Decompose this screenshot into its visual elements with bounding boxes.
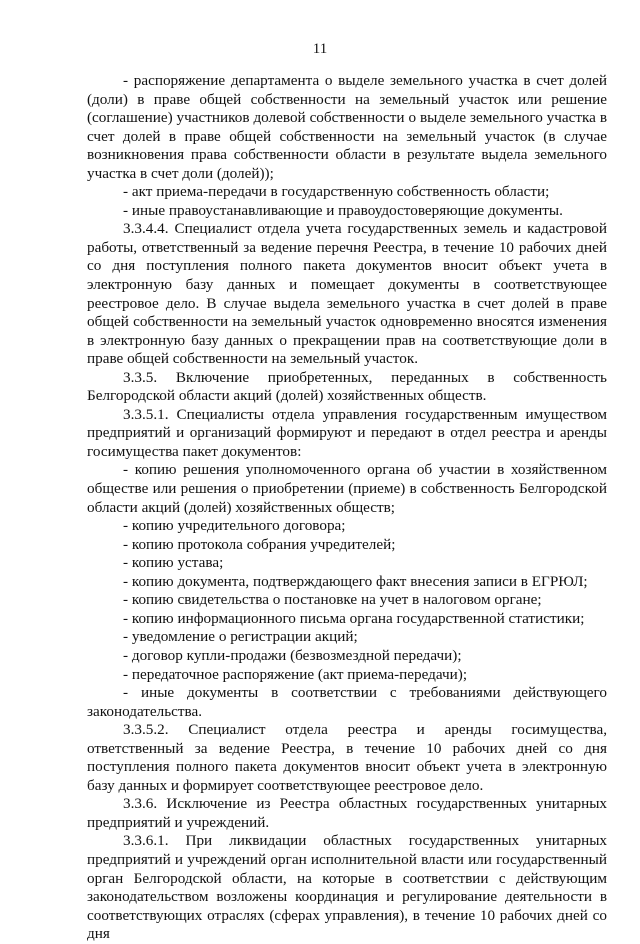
list-item-founding-agreement: - копию учредительного договора; xyxy=(123,517,346,535)
paragraph-3-3-4-4: 3.3.4.4. Специалист отдела учета государственных земель и кадастровой работы, ответственный за ведение перечня Реестра, в течение 10 рабочих дней со дня поступления полного пакета документов вносит объект учета в электронную базу данных и помещает документы в соответствующее реестровое дело. В случае выдела земельного участка в счет долей в праве общей собственности на земельный участок одновременно вносятся изменения в электронную базу данных о прекращении прав на соответствующие доли в праве общей собственности на земельный участок. xyxy=(87,220,607,368)
list-item-statistics-letter: - копию информационного письма органа государственной статистики; xyxy=(123,609,585,627)
page-number: 11 xyxy=(312,41,328,57)
list-item-sale-contract: - договор купли-продажи (безвозмездной передачи); xyxy=(123,646,462,664)
list-item-transfer-order: - передаточное распоряжение (акт приема-передачи); xyxy=(123,665,468,683)
paragraph-other-documents: - иные правоустанавливающие и правоудостоверяющие документы. xyxy=(123,201,563,219)
list-item-tax-certificate: - копию свидетельства о постановке на учет в налоговом органе; xyxy=(123,591,542,609)
paragraph-transfer-act: - акт приема-передачи в государственную собственность области; xyxy=(123,183,550,201)
list-item-founders-meeting: - копию протокола собрания учредителей; xyxy=(123,535,396,553)
paragraph-3-3-5-2: 3.3.5.2. Специалист отдела реестра и аренды госимущества, ответственный за ведение Реестра, в течение 10 рабочих дней со дня поступления полного пакета документов вносит объект учета в электронную базу данных и формирует соответствующее реестровое дело. xyxy=(87,721,607,794)
list-item-other-documents: - иные документы в соответствии с требованиями действующего законодательства. xyxy=(87,684,607,720)
document-body xyxy=(87,72,607,944)
paragraph-3-3-6-1: 3.3.6.1. При ликвидации областных государственных унитарных предприятий и учреждений орган исполнительной власти или государственный орган Белгородской области, на которые в соответствии с действующим законодательством возложены координация и регулирование деятельности в соответствующих отраслях (сферах управления), в течение 10 рабочих дней со дня xyxy=(87,832,607,943)
list-item-charter-copy: - копию устава; xyxy=(123,554,224,572)
list-item-share-registration: - уведомление о регистрации акций; xyxy=(123,628,358,646)
list-item-egrul-copy: - копию документа, подтверждающего факт внесения записи в ЕГРЮЛ; xyxy=(123,572,588,590)
list-item-decision-copy: - копию решения уполномоченного органа об участии в хозяйственном обществе или решения о приобретении (приеме) в собственность Белгородской области акций (долей) хозяйственных обществ; xyxy=(87,461,607,516)
paragraph-3-3-6: 3.3.6. Исключение из Реестра областных государственных унитарных предприятий и учреждений. xyxy=(87,795,607,831)
paragraph-land-decision: - распоряжение департамента о выделе земельного участка в счет долей (доли) в праве общей собственности на земельный участок или решение (соглашение) участников долевой собственности о выделе земельного участка в счет долей в праве общей собственности на земельный участок (в случае возникновения права собственности области в результате выдела земельного участка в счет доли (долей)); xyxy=(87,72,607,182)
paragraph-3-3-5-1: 3.3.5.1. Специалисты отдела управления государственным имуществом предприятий и организаций формируют и передают в отдел реестра и аренды госимущества пакет документов: xyxy=(87,405,607,460)
paragraph-3-3-5: 3.3.5. Включение приобретенных, переданных в собственность Белгородской области акций (долей) хозяйственных обществ. xyxy=(87,368,607,405)
